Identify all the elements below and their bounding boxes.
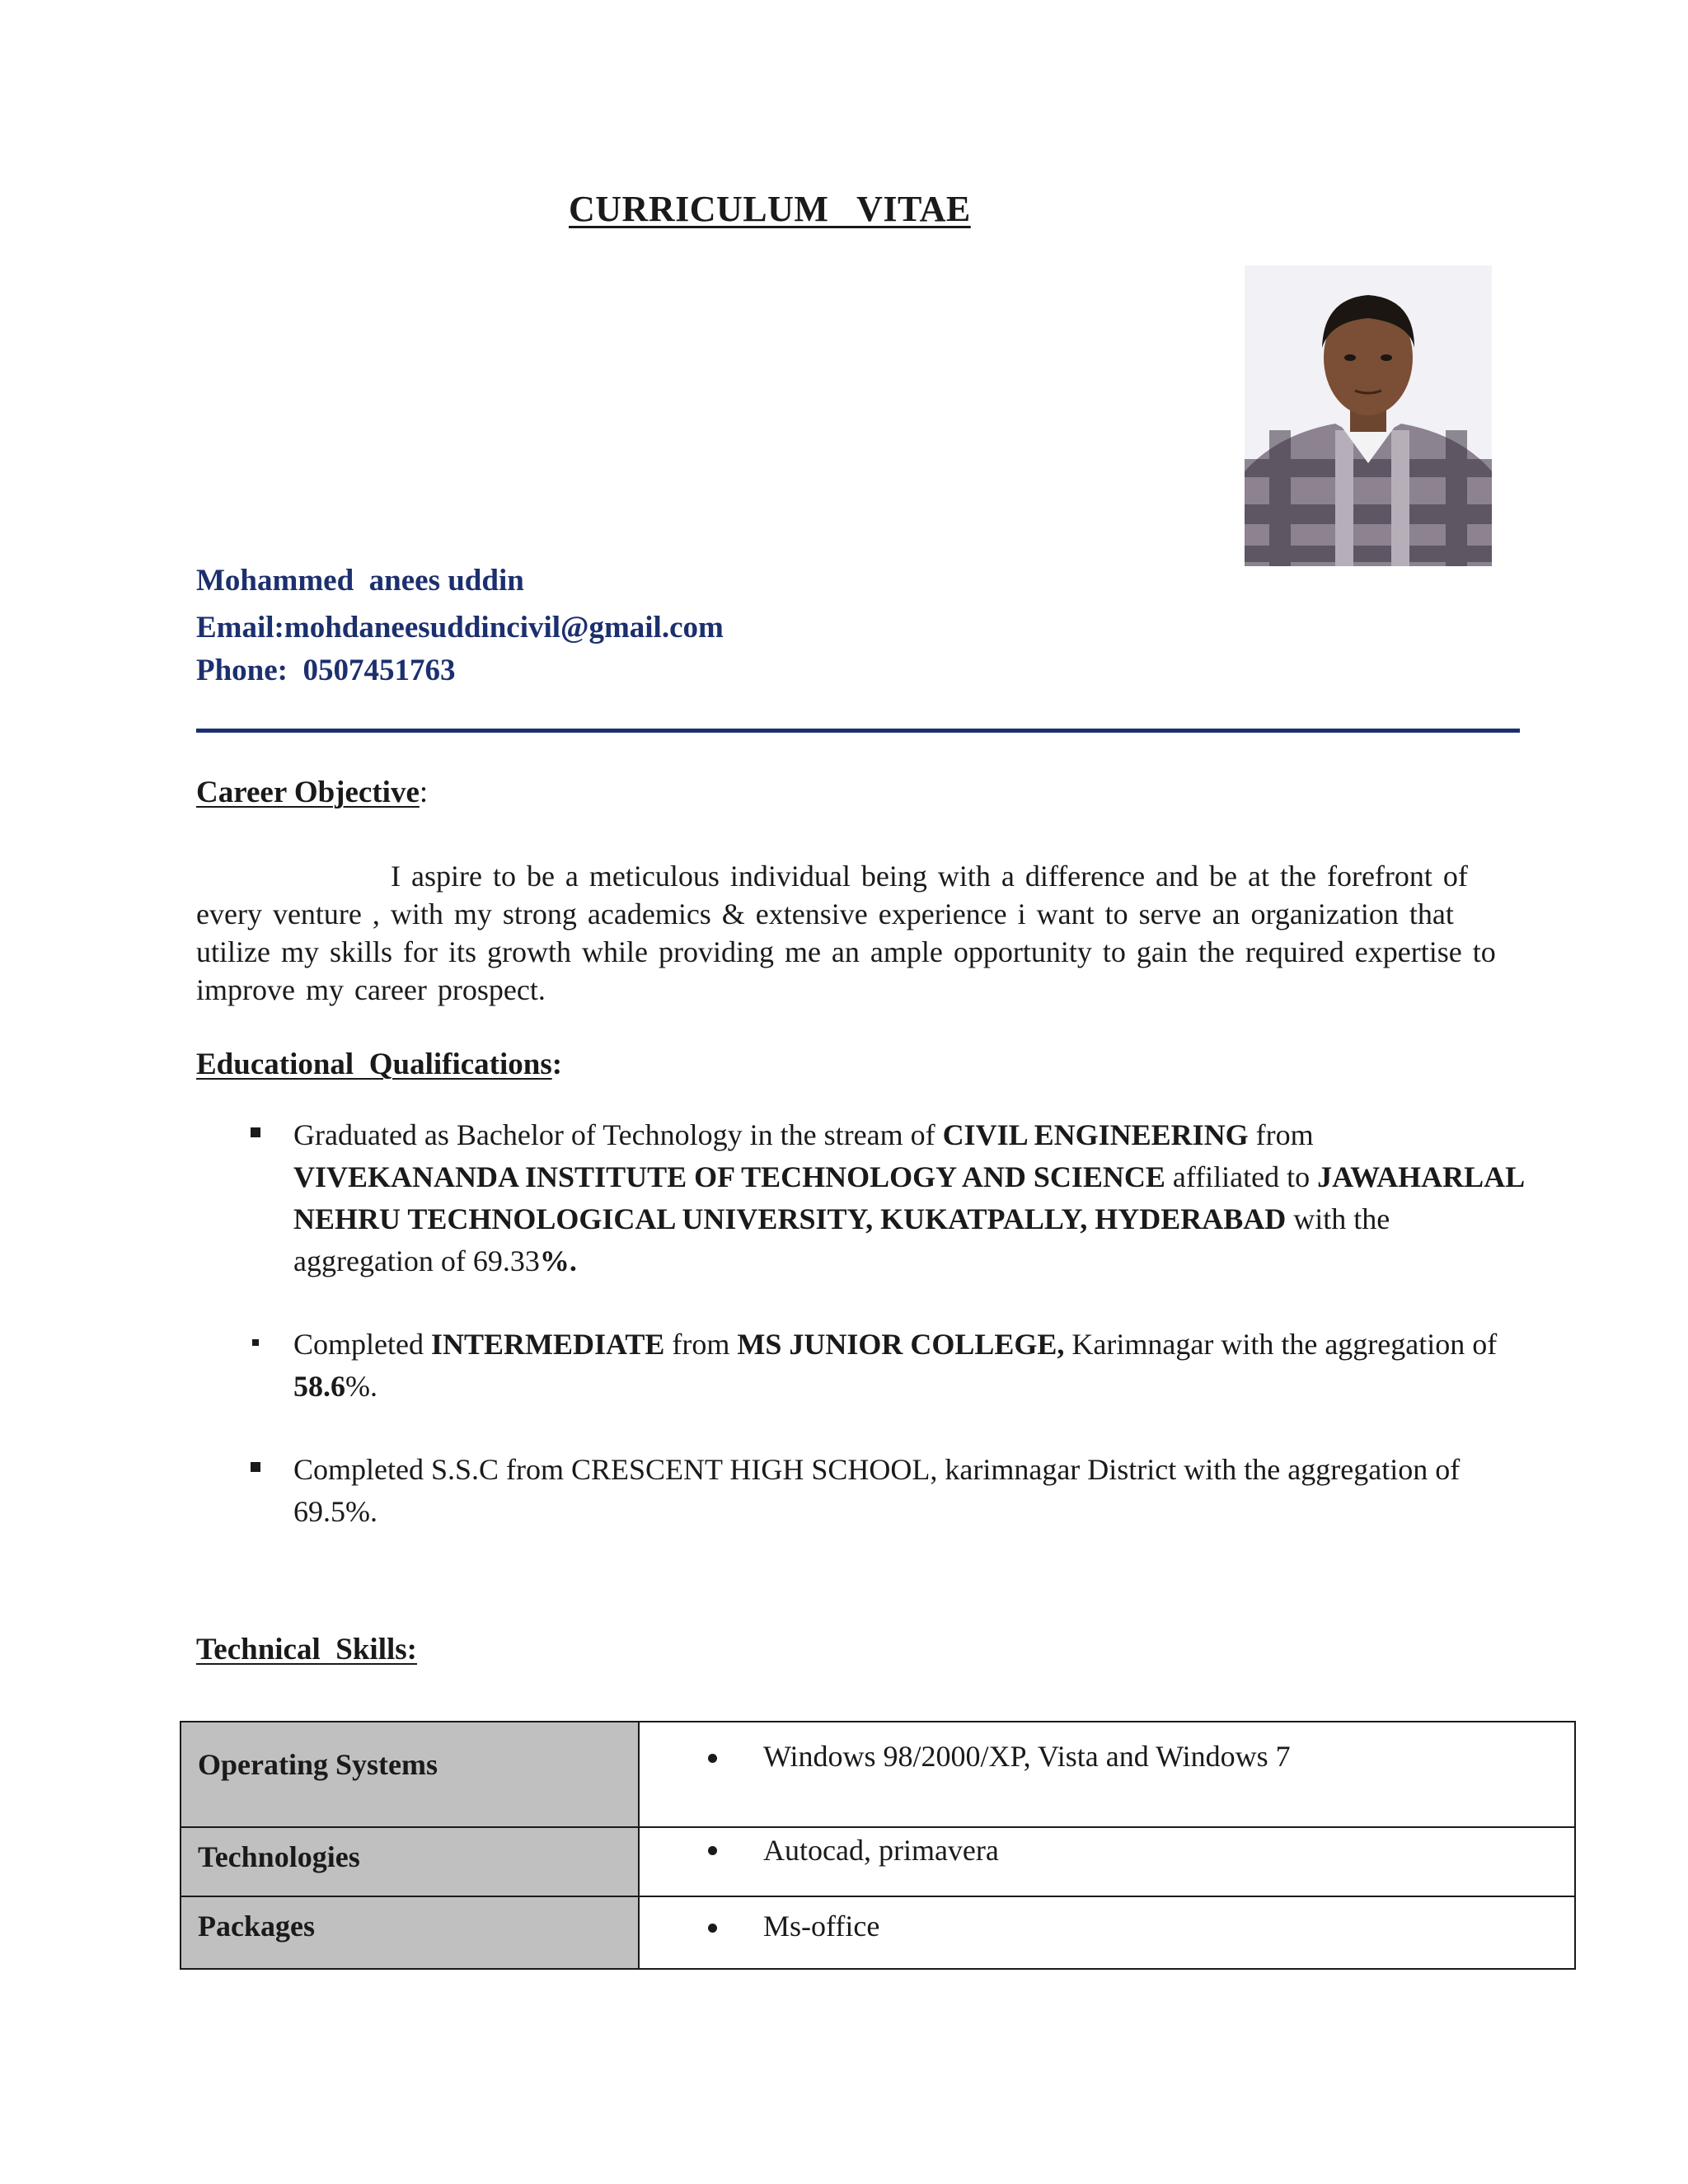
edu-bold: JAWAHARLAL NEHRU TECHNOLOGICAL UNIVERSITY, KUKATPALLY, HYDERABAD — [293, 1160, 1524, 1235]
round-bullet-icon — [708, 1846, 717, 1855]
skill-value-cell — [639, 1827, 1575, 1896]
skill-value: Ms-office — [763, 1910, 880, 1943]
skill-value: Windows 98/2000/XP, Vista and Windows 7 — [763, 1740, 1291, 1773]
round-bullet-icon — [708, 1754, 717, 1763]
career-objective-heading-suffix: : — [419, 776, 429, 809]
edu-text: Graduated as Bachelor of Technology in the stream of — [293, 1118, 943, 1151]
education-item-ssc — [196, 1449, 1531, 1533]
edu-text: from — [1248, 1118, 1314, 1151]
square-bullet-icon — [252, 1339, 259, 1346]
edu-bold: VIVEKANANDA INSTITUTE OF TECHNOLOGY AND SCIENCE — [293, 1160, 1165, 1193]
education-heading — [196, 1047, 562, 1082]
skill-label: Operating Systems — [181, 1722, 639, 1827]
square-bullet-icon — [251, 1127, 260, 1137]
education-heading-suffix: : — [551, 1047, 563, 1081]
profile-photo — [1245, 265, 1492, 566]
round-bullet-icon — [708, 1924, 717, 1933]
header-divider — [196, 729, 1520, 733]
table-row — [181, 1896, 1575, 1969]
skill-label: Packages — [181, 1896, 639, 1969]
technical-skills-heading-text: Technical Skills: — [196, 1633, 417, 1666]
candidate-name: Mohammed anees uddin — [196, 564, 524, 598]
education-list — [196, 1114, 1531, 1574]
document-title: CURRICULUM VITAE — [569, 189, 971, 229]
career-objective-heading-text: Career Objective — [196, 776, 420, 809]
edu-bold: %. — [539, 1244, 577, 1277]
skill-value-cell — [639, 1896, 1575, 1969]
career-objective-text — [196, 857, 1523, 1009]
edu-text: Completed S.S.C from CRESCENT HIGH SCHOOL, karimnagar District with the aggregation of 69.5%. — [293, 1453, 1461, 1528]
edu-bold: INTERMEDIATE — [430, 1328, 665, 1361]
skill-label: Technologies — [181, 1827, 639, 1896]
skill-value-cell — [639, 1722, 1575, 1827]
edu-bold: MS JUNIOR COLLEGE, — [737, 1328, 1065, 1361]
skill-value: Autocad, primavera — [763, 1834, 999, 1867]
square-bullet-icon — [251, 1462, 260, 1472]
candidate-phone: Phone: 0507451763 — [196, 654, 456, 687]
edu-bold: CIVIL ENGINEERING — [942, 1118, 1249, 1151]
education-item-btech — [196, 1114, 1531, 1282]
edu-text: from — [664, 1328, 738, 1361]
candidate-email: Email:mohdaneesuddincivil@gmail.com — [196, 611, 724, 644]
edu-text: with the aggregation of 69.33 — [293, 1202, 1390, 1277]
edu-text: affiliated to — [1165, 1160, 1318, 1193]
technical-skills-heading — [196, 1632, 417, 1667]
technical-skills-table — [180, 1721, 1576, 1970]
edu-text: Completed — [293, 1328, 431, 1361]
education-item-intermediate — [196, 1324, 1531, 1408]
table-row — [181, 1722, 1575, 1827]
career-objective-body: I aspire to be a meticulous individual being with a difference and be at the forefront of every venture , with my strong academics & extensive experience i want to serve an organization that utilize my skills for its growth while providing me an ample opportunity to gain the required expertise to improve my career prospect. — [196, 860, 1496, 1006]
edu-text: %. — [345, 1370, 377, 1403]
edu-text: Karimnagar with the aggregation of — [1064, 1328, 1498, 1361]
table-row — [181, 1827, 1575, 1896]
edu-bold: 58.6 — [293, 1370, 345, 1403]
education-heading-text: Educational Qualifications — [196, 1047, 552, 1081]
career-objective-heading — [196, 775, 428, 810]
